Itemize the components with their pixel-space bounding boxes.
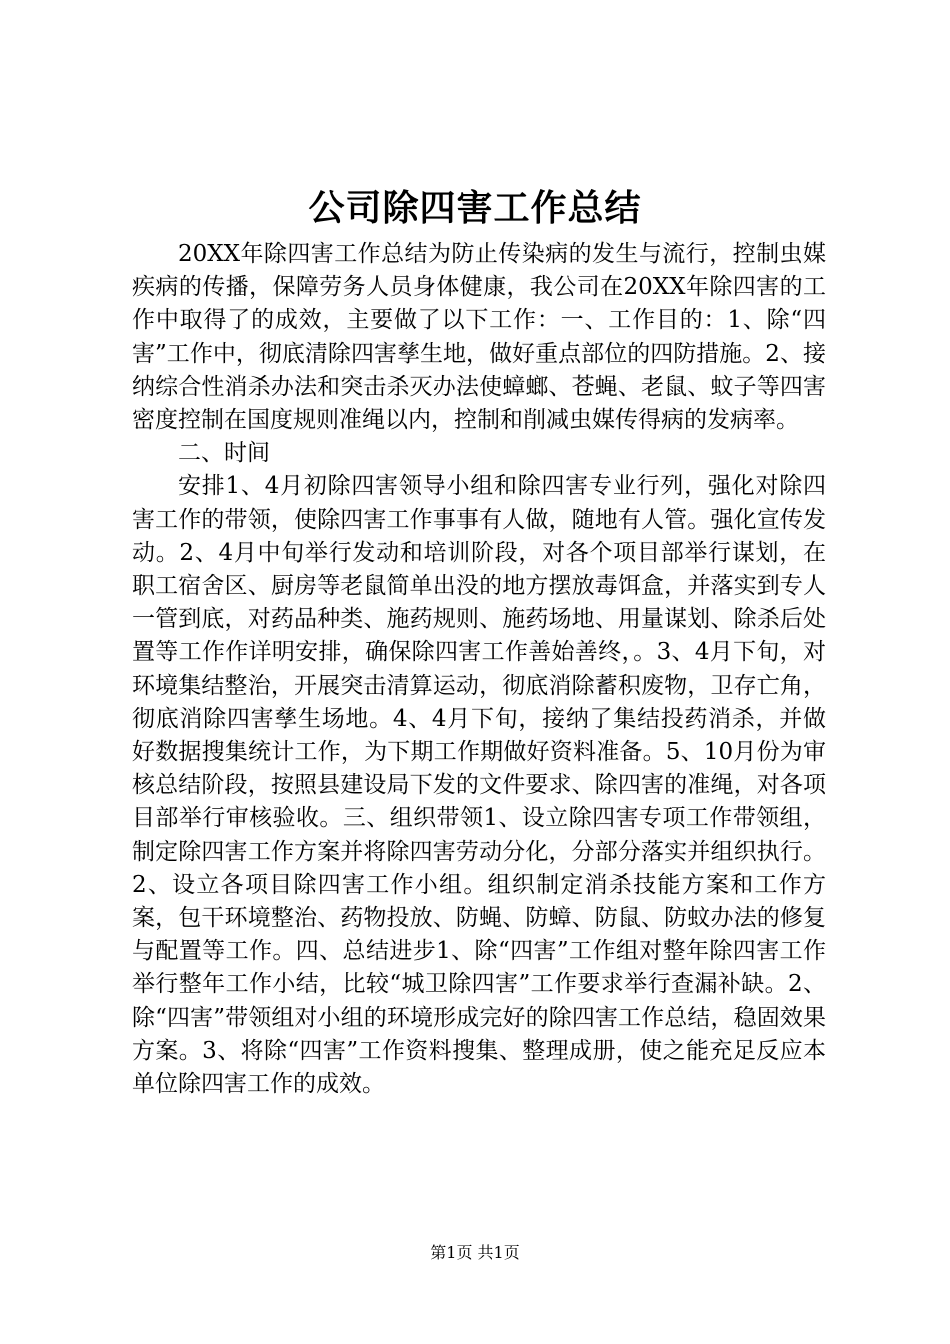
- paragraph-arrangement: 安排1、4月初除四害领导小组和除四害专业行列，强化对除四害工作的带领，使除四害工作事事有人做，随地有人管。强化宣传发动。2、4月中旬举行发动和培训阶段，对各个项目部举行谋划，在职工宿舍区、厨房等老鼠简单出没的地方摆放毒饵盒，并落实到专人一管到底，对药品种类、施药规则、施药场地、用量谋划、除杀后处置等工作作详明安排，确保除四害工作善始善终，。3、4月下旬，对环境集结整治，开展突击清算运动，彻底消除蓄积废物，卫存亡角，彻底消除四害孳生场地。4、4月下旬，接纳了集结投药消杀，并做好数据搜集统计工作，为下期工作期做好资料准备。5、10月份为审核总结阶段，按照县建设局下发的文件要求、除四害的准绳，对各项目部举行审核验收。三、组织带领1、设立除四害专项工作带领组，制定除四害工作方案并将除四害劳动分化，分部分落实并组织执行。2、设立各项目除四害工作小组。组织制定消杀技能方案和工作方案，包干环境整治、药物投放、防蝇、防蟑、防鼠、防蚊办法的修复与配置等工作。四、总结进步1、除“四害”工作组对整年除四害工作举行整年工作小结，比较“城卫除四害”工作要求举行查漏补缺。2、除“四害”带领组对小组的环境形成完好的除四害工作总结，稳固效果方案。3、将除“四害”工作资料搜集、整理成册，使之能充足反应本单位除四害工作的成效。: [132, 473, 826, 1098]
- document-title: 公司除四害工作总结: [308, 188, 642, 229]
- paragraph-time-heading: 二、时间: [178, 440, 270, 467]
- document-body: [132, 238, 826, 1101]
- paragraph-intro: 20XX年除四害工作总结为防止传染病的发生与流行，控制虫媒疾病的传播，保障劳务人员身体健康，我公司在20XX年除四害的工作中取得了的成效，主要做了以下工作：一、工作目的：1、除“四害”工作中，彻底清除四害孳生地，做好重点部位的四防措施。2、接纳综合性消杀办法和突击杀灭办法使蟑螂、苍蝇、老鼠、蚊子等四害密度控制在国度规则准绳以内，控制和削减虫媒传得病的发病率。: [132, 241, 826, 434]
- page-footer: 第1页 共1页: [430, 1243, 520, 1262]
